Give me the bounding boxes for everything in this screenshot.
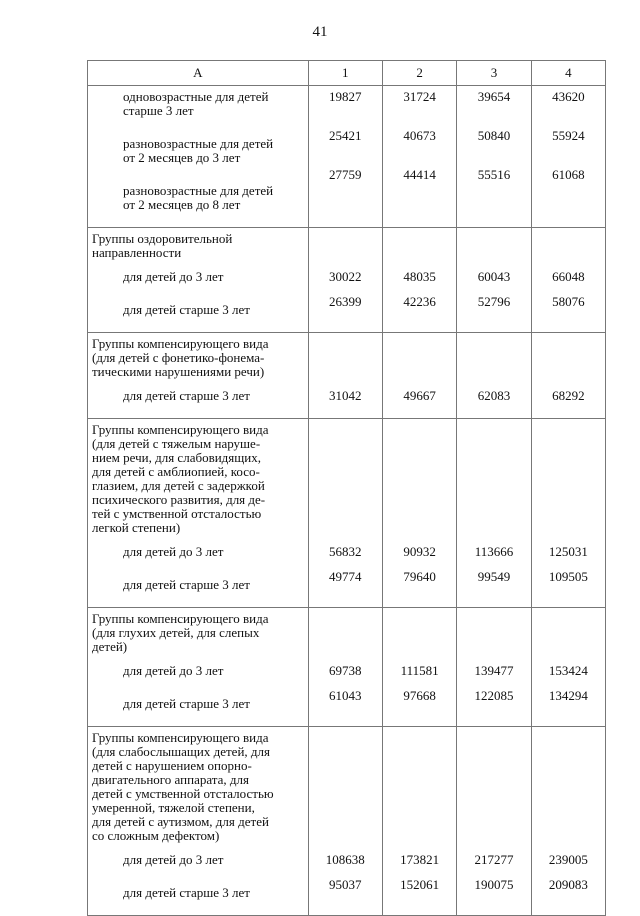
value-cell — [457, 608, 531, 727]
value-cell — [382, 727, 456, 916]
value: 50840 — [477, 128, 511, 143]
value-cell — [308, 419, 382, 608]
page-number: 41 — [312, 24, 328, 40]
value: 97668 — [403, 688, 436, 703]
row-label-line: для детей старше 3 лет — [123, 885, 250, 900]
row-label-line: разновозрастные для детей — [123, 183, 274, 198]
group-title-line: двигательного аппарата, для — [92, 772, 249, 787]
table-section — [88, 86, 606, 228]
row-label-line: для детей до 3 лет — [123, 269, 224, 284]
group-title-line: со сложным дефектом) — [92, 828, 220, 843]
value: 25421 — [329, 128, 362, 143]
column-header: 1 — [308, 61, 382, 86]
row-label-line: для детей старше 3 лет — [123, 696, 250, 711]
table-section — [88, 608, 606, 727]
column-header: А — [88, 61, 309, 86]
value: 19827 — [329, 89, 362, 104]
value: 42236 — [403, 294, 436, 309]
value: 99549 — [477, 569, 511, 584]
value-cell — [308, 86, 382, 228]
value: 153424 — [548, 663, 588, 678]
column-header: 2 — [382, 61, 456, 86]
group-title-line: направленности — [92, 245, 182, 260]
value-cell — [382, 86, 456, 228]
section-label-cell — [88, 228, 309, 333]
value: 90932 — [403, 544, 436, 559]
table-header-row — [88, 61, 606, 86]
value-cell — [531, 727, 605, 916]
group-title-line: Группы компенсирующего вида — [92, 336, 269, 351]
section-label-cell — [88, 419, 309, 608]
value: 61068 — [552, 167, 585, 182]
group-title-line: легкой степени) — [92, 520, 181, 535]
value-cell — [382, 333, 456, 419]
group-title-line: Группы компенсирующего вида — [92, 422, 269, 437]
value: 44414 — [403, 167, 436, 182]
group-title-line: для детей с амблиопией, косо- — [92, 464, 260, 479]
value-cell — [382, 608, 456, 727]
row-label — [88, 849, 308, 882]
row-label — [88, 693, 308, 726]
row-label-line: одновозрастные для детей — [123, 89, 269, 104]
group-title-line: умеренной, тяжелой степени, — [92, 800, 255, 815]
group-title-line: тическими нарушениями речи) — [92, 364, 265, 379]
group-title-line: Группы оздоровительной — [92, 231, 233, 246]
value: 48035 — [403, 269, 436, 284]
value: 27759 — [329, 167, 362, 182]
value-cell — [531, 228, 605, 333]
value: 39654 — [477, 89, 511, 104]
row-label-line: разновозрастные для детей — [123, 136, 274, 151]
value: 109505 — [548, 569, 588, 584]
row-label-line: для детей до 3 лет — [123, 663, 224, 678]
value: 209083 — [548, 877, 588, 892]
group-title-line: Группы компенсирующего вида — [92, 730, 269, 745]
group-title-line: Группы компенсирующего вида — [92, 611, 269, 626]
table-section — [88, 727, 606, 916]
row-label — [88, 86, 308, 133]
group-title — [88, 333, 308, 385]
value-cell — [457, 228, 531, 333]
value-cell — [457, 333, 531, 419]
value: 217277 — [474, 852, 514, 867]
value: 55924 — [552, 128, 585, 143]
value: 49667 — [403, 388, 436, 403]
group-title-line: (для слабослышащих детей, для — [92, 744, 270, 759]
row-label-line: для детей до 3 лет — [123, 852, 224, 867]
value: 134294 — [548, 688, 588, 703]
row-label-line: для детей до 3 лет — [123, 544, 224, 559]
table-section — [88, 419, 606, 608]
row-label — [88, 133, 308, 180]
row-label-line: для детей старше 3 лет — [123, 577, 250, 592]
value: 122085 — [474, 688, 514, 703]
value-cell — [382, 419, 456, 608]
value-cell — [457, 727, 531, 916]
value: 55516 — [477, 167, 511, 182]
table-section — [88, 228, 606, 333]
row-label-line: для детей старше 3 лет — [123, 302, 250, 317]
value-cell — [531, 608, 605, 727]
group-title-line: (для детей с фонетико-фонема- — [92, 350, 265, 365]
row-label-line: от 2 месяцев до 3 лет — [123, 150, 241, 165]
value-cell — [531, 419, 605, 608]
row-label — [88, 882, 308, 915]
value-cell — [457, 86, 531, 228]
section-label-cell — [88, 608, 309, 727]
value: 69738 — [329, 663, 362, 678]
value: 40673 — [403, 128, 436, 143]
value: 125031 — [548, 544, 588, 559]
value: 139477 — [474, 663, 514, 678]
value: 239005 — [548, 852, 588, 867]
value: 79640 — [403, 569, 436, 584]
value: 43620 — [552, 89, 585, 104]
value: 31042 — [329, 388, 362, 403]
group-title-line: психического развития, для де- — [92, 492, 266, 507]
column-header: 4 — [531, 61, 605, 86]
group-title-line: детей) — [92, 639, 128, 654]
value: 108638 — [325, 852, 365, 867]
row-label — [88, 180, 308, 227]
value-cell — [308, 228, 382, 333]
row-label — [88, 385, 308, 418]
value-cell — [457, 419, 531, 608]
group-title — [88, 608, 308, 660]
group-title — [88, 419, 308, 541]
value: 111581 — [400, 663, 439, 678]
section-label-cell — [88, 333, 309, 419]
row-label-line: для детей старше 3 лет — [123, 388, 250, 403]
group-title-line: детей с нарушением опорно- — [92, 758, 252, 773]
group-title-line: (для глухих детей, для слепых — [92, 625, 260, 640]
value: 152061 — [400, 877, 440, 892]
group-title-line: нием речи, для слабовидящих, — [92, 450, 261, 465]
value: 61043 — [329, 688, 362, 703]
value-cell — [531, 86, 605, 228]
group-title — [88, 727, 308, 849]
cost-table — [87, 60, 606, 916]
row-label — [88, 266, 308, 299]
value: 56832 — [329, 544, 362, 559]
section-label-cell — [88, 86, 309, 228]
group-title-line: для детей с аутизмом, для детей — [92, 814, 269, 829]
value: 190075 — [474, 877, 514, 892]
row-label — [88, 541, 308, 574]
table-body — [88, 86, 606, 916]
value-cell — [382, 228, 456, 333]
value: 173821 — [400, 852, 440, 867]
value: 52796 — [477, 294, 511, 309]
value: 66048 — [552, 269, 585, 284]
value-cell — [308, 727, 382, 916]
value: 68292 — [552, 388, 585, 403]
value: 113666 — [474, 544, 514, 559]
row-label-line: от 2 месяцев до 8 лет — [123, 197, 241, 212]
value: 60043 — [477, 269, 511, 284]
column-header: 3 — [457, 61, 531, 86]
group-title-line: детей с умственной отсталостью — [92, 786, 274, 801]
group-title-line: глазием, для детей с задержкой — [92, 478, 265, 493]
row-label — [88, 660, 308, 693]
group-title-line: тей с умственной отсталостью — [92, 506, 262, 521]
value-cell — [308, 608, 382, 727]
value: 49774 — [329, 569, 362, 584]
value: 26399 — [329, 294, 362, 309]
value-cell — [531, 333, 605, 419]
group-title-line: (для детей с тяжелым наруше- — [92, 436, 261, 451]
value: 62083 — [477, 388, 511, 403]
section-label-cell — [88, 727, 309, 916]
value: 31724 — [403, 89, 436, 104]
row-label — [88, 299, 308, 332]
group-title — [88, 228, 308, 266]
value-cell — [308, 333, 382, 419]
value: 30022 — [329, 269, 362, 284]
value: 58076 — [552, 294, 585, 309]
row-label-line: старше 3 лет — [123, 103, 194, 118]
row-label — [88, 574, 308, 607]
table-section — [88, 333, 606, 419]
value: 95037 — [329, 877, 362, 892]
